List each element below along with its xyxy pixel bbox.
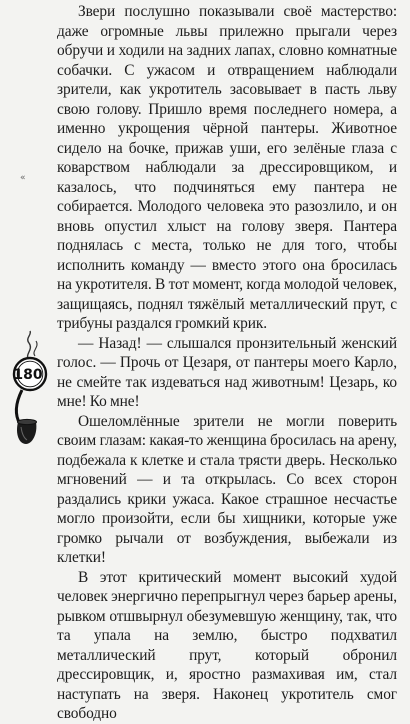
- paragraph-4: В этот критический момент высокий худой человек энергично перепрыгнул через барьер арены, рывком отшвырнул обезумевшую женщину, так, что та упала на землю, быстро подхватил металлический прут, который обронил дрессировщик, и, яростно размахивая им, стал наступать на зверя. Наконец укротитель смог свободно: [57, 568, 397, 722]
- paragraph-3: Ошеломлённые зрители не могли поверить своим глазам: какая-то женщина бросилась на арену, подбежала к клетке и стала трясти дверь. Несколько мгновений — и та открылась. Со всех сторон раздались крики ужаса. Какое страшное несчастье могло произойти, если бы хищники, которые уже громко рычали от возбуждения, выбежали из клетки!: [57, 412, 397, 566]
- margin-mark: «: [20, 173, 26, 183]
- page-text: [57, 2, 397, 724]
- pipe-smoke-icon: [2, 330, 56, 450]
- page-number: 180: [13, 367, 43, 383]
- paragraph-2: — Назад! — слышался пронзительный женский голос. — Прочь от Цезаря, от пантеры моего Карло, не смейте так издеваться над животным! Цезарь, ко мне! Ко мне!: [57, 334, 397, 410]
- page-number-badge: [2, 330, 56, 450]
- paragraph-1: Звери послушно показывали своё мастерство: даже огромные львы прилежно прыгали через обручи и ходили на задних лапах, словно комнатные собачки. С ужасом и отвращением наблюдали зрители, как укротитель засовывает в пасть льву свою голову. Пришло время последнего номера, а именно укрощения чёрной пантеры. Животное сидело на бочке, прижав уши, его зелёные глаза с коварством наблюдали за дрессировщиком, и казалось, что подчиняться ему пантера не собирается. Молодого человека это разозлило, и он вновь опустил хлыст на голову зверя. Пантера поднялась с места, только не для того, чтобы исполнить команду — вместо этого она бросилась на укротителя. В тот момент, когда молодой человек, защищаясь, поднял тяжёлый металлический прут, с трибуны раздался громкий крик.: [57, 3, 397, 332]
